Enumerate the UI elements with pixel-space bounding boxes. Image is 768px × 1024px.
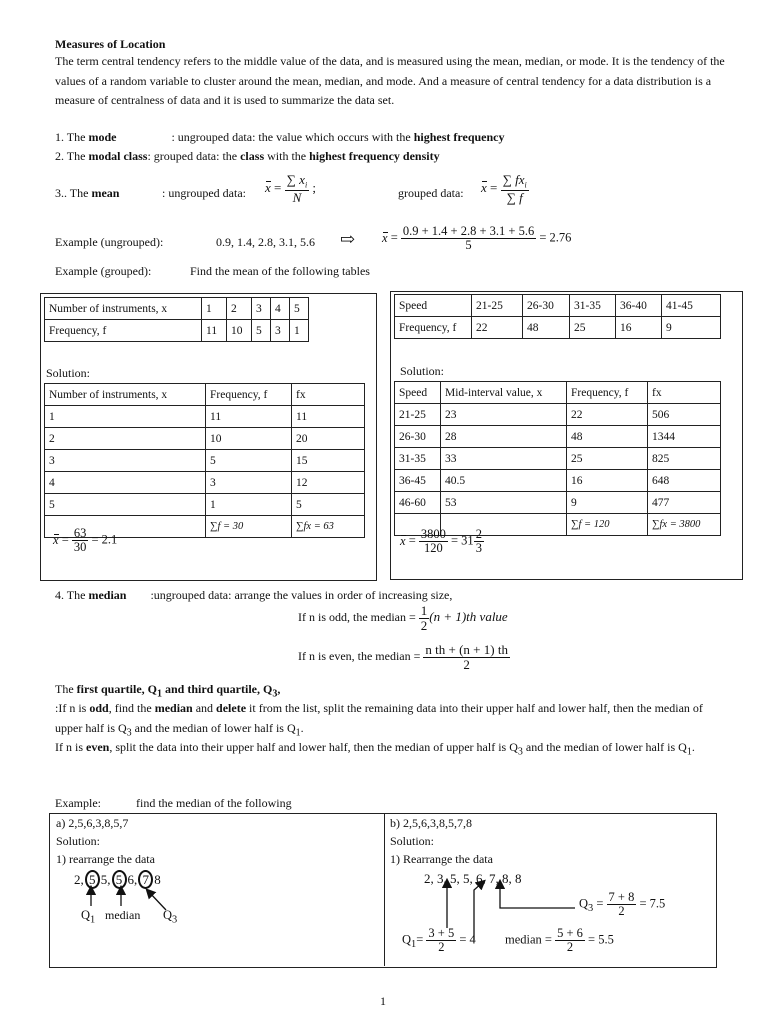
part-a-q1-label: $Q_1$ [81, 908, 96, 926]
part-a-q3-label: $Q_3$ [163, 908, 178, 926]
mean-ungrouped-label: : ungrouped data: [162, 186, 246, 200]
example-ungrouped-values: 0.9, 1.4, 2.8, 3.1, 5.6 [216, 235, 315, 249]
table-row: 31-35 33 25 825 [395, 448, 721, 470]
table-row: 5 1 5 [45, 494, 365, 516]
table-row: 36-45 40.5 16 648 [395, 470, 721, 492]
left-solution-label: Solution: [46, 366, 91, 380]
right-mean-result: x = $\frac{3800}{120}$ = 31 $\frac{2}{3}$ [400, 527, 482, 556]
part-a-q3-arrow [149, 892, 166, 910]
example-ungrouped-formula: x = $\frac{0.9 + 1.4 + 2.8 + 3.1 + 5.6}{5}$ = 2.76 [382, 224, 572, 253]
example-grouped-label: Example (grouped): [55, 264, 152, 278]
mean-ungrouped-formula: x = $\frac{\sum x_i}{N}$ ; [265, 172, 317, 205]
part-b-q3-arrow [500, 884, 575, 908]
part-a-title: a) 2,5,6,3,8,5,7 [56, 816, 129, 830]
table-row: Number of instruments, x Frequency, f fx [45, 384, 365, 406]
table-row: Speed Mid-interval value, x Frequency, f fx [395, 382, 721, 404]
page-number: 1 [380, 994, 386, 1008]
part-b-median: median = $\frac{5 + 6}{2}$ = 5.5 [505, 926, 614, 955]
example-median-text: find the median of the following [136, 796, 292, 810]
table-row: 4 3 12 [45, 472, 365, 494]
page-title: Measures of Location [55, 37, 166, 51]
median-odd-rule: If n is odd, the median = $\frac{1}{2}$ (n + 1)th value [298, 603, 508, 633]
part-b-median-arrow [474, 883, 482, 940]
table-row: Frequency, f 11 10 5 3 1 [45, 320, 309, 342]
table-row: 1 11 11 [45, 406, 365, 428]
part-a-median-label: median [105, 908, 141, 922]
part-b-step: 1) Rearrange the data [390, 852, 493, 866]
part-a-data: 2, 5 5, 5 6, 7 8 [74, 872, 161, 887]
quartile-heading: The first quartile, $Q_1$ and third quartile, $Q_3$, [55, 682, 281, 700]
part-a-solution: Solution: [56, 834, 101, 848]
median-line: 4. The median :ungrouped data: arrange the values in order of increasing size, [55, 588, 453, 602]
modal-class-line: 2. The modal class: grouped data: the class with the highest frequency density [55, 149, 440, 163]
left-mean-result: x = $\frac{63}{30}$ = 2.1 [53, 526, 118, 555]
table-row: Frequency, f 22 48 25 16 9 [395, 317, 721, 339]
table-row: 21-25 23 22 506 [395, 404, 721, 426]
right-arrow-icon: ⇨ [340, 229, 356, 249]
part-a-step: 1) rearrange the data [56, 852, 155, 866]
right-solution-label: Solution: [400, 364, 445, 378]
table-row: 26-30 28 48 1344 [395, 426, 721, 448]
mode-line: 1. The mode : ungrouped data: the value which occurs with the highest frequency [55, 130, 505, 144]
mean-grouped-label: grouped data: [398, 186, 464, 200]
table-row: Speed 21-25 26-30 31-35 36-40 41-45 [395, 295, 721, 317]
quartile-even-rule: If n is even, split the data into their upper half and lower half, then the median of upper half is $Q_3$ and the median of lower half is $Q_1$. [55, 740, 695, 758]
part-b-q3: $Q_3$ = $\frac{7 + 8}{2}$ = 7.5 [579, 890, 666, 919]
table-row: 46-60 53 9 477 [395, 492, 721, 514]
table-row: Number of instruments, x 1 2 3 4 5 [45, 298, 309, 320]
example-ungrouped-label: Example (ungrouped): [55, 235, 164, 249]
table-row: 2 10 20 [45, 428, 365, 450]
example-median-label: Example: [55, 796, 101, 810]
table-row: 3 5 15 [45, 450, 365, 472]
mean-grouped-formula: x = $\frac{\sum fx_i}{\sum f}$ [481, 172, 527, 205]
median-even-rule: If n is even, the median = $\frac{\text{n th + (n + 1) th}}{2}$ [298, 642, 508, 672]
table-row: ∑f = 120 ∑fx = 3800 [395, 514, 721, 536]
part-b-title: b) 2,5,6,3,8,5,7,8 [390, 816, 472, 830]
table-row: ∑f = 30 ∑fx = 63 [45, 516, 365, 538]
part-b-solution: Solution: [390, 834, 435, 848]
mean-line: 3.. The mean [55, 186, 120, 200]
example-grouped-text: Find the mean of the following tables [190, 264, 370, 278]
quartile-odd-rule: :If n is odd, find the median and delete it from the list, split the remaining data into their upper half and lower half, then the median of upper half is $Q_3$ and the median of lower half is $Q_1$. [55, 701, 703, 738]
part-b-q1: $Q_1=$ $\frac{3 + 5}{2}$ = 4 [402, 926, 476, 955]
intro-paragraph: The term central tendency refers to the middle value of the data, and is measured using the mean, median, or mode. It is the tendency of the values of a random variable to cluster around the mean, median, and mode. And a measure of central tendency for a data distribution is a measure of centralness of data and it is used to summarize the data set. [55, 54, 725, 107]
part-b-data: 2, 3, 5, 5, 6, 7, 8, 8 [424, 871, 522, 886]
